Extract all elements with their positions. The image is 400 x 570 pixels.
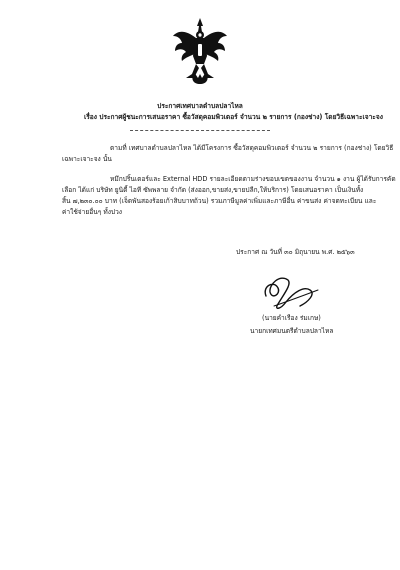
separator-line bbox=[130, 130, 270, 131]
garuda-emblem-icon bbox=[172, 16, 228, 86]
announcement-subject: เรื่อง ประกาศผู้ชนะการเสนอราคา ซื้อวัสดุคอมพิวเตอร์ จำนวน ๒ รายการ (กองช่าง) โดยวิธีเฉพาะเจาะจง bbox=[84, 113, 383, 121]
paragraph-2-line-1: หมึกปริ้นเตอร์และ External HDD รายละเอียดตามร่างขอบเขตของงาน จำนวน ๑ งาน ผู้ได้รับการคัด bbox=[110, 175, 396, 183]
paragraph-1-line-2: เฉพาะเจาะจง นั้น bbox=[62, 155, 112, 163]
paragraph-2-line-2: เลือก ได้แก่ บริษัท ยูนิตี้ ไอที ซัพพลาย จำกัด (ส่งออก,ขายส่ง,ขายปลีก,ให้บริการ) โดยเสนอราคา เป็นเงินทั้ง bbox=[62, 186, 364, 194]
paragraph-1-line-1: ตามที่ เทศบาลตำบลปลาไหล ได้มีโครงการ ซื้อวัสดุคอมพิวเตอร์ จำนวน ๒ รายการ (กองช่าง) โดยวิธี bbox=[110, 144, 394, 152]
paragraph-2-line-4: ค่าใช้จ่ายอื่นๆ ทั้งปวง bbox=[62, 208, 123, 216]
paragraph-2-line-3: สิ้น ๗,๒๓๐.๐๐ บาท (เจ็ดพันสองร้อยเก้าสิบบาทถ้วน) รวมภาษีมูลค่าเพิ่มและภาษีอื่น ค่าขนส่ง ค่าจดทะเบียน และ bbox=[62, 197, 377, 205]
signer-name: (นายคำเรือง ร่มเกษ) bbox=[262, 314, 321, 322]
handwritten-signature bbox=[244, 266, 330, 316]
organization-title: ประกาศเทศบาลตำบลปลาไหล bbox=[157, 102, 243, 110]
signer-position: นายกเทศมนตรีตำบลปลาไหล bbox=[250, 327, 334, 335]
announcement-date: ประกาศ ณ วันที่ ๓๐ มิถุนายน พ.ศ. ๒๕๖๓ bbox=[236, 248, 355, 256]
